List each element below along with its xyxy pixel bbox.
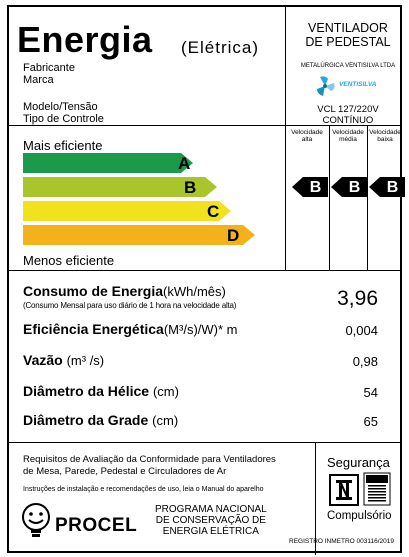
- security-footer: Compulsório: [327, 510, 392, 522]
- fan-logo-icon: [314, 75, 336, 102]
- speed-medium-line1: Velocidade: [332, 129, 364, 136]
- speed-low-class: [369, 177, 405, 197]
- blade-diameter-value: 54: [363, 385, 378, 400]
- requirements-line1: Requisitos de Avaliação da Conformidade para Ventiladores: [23, 454, 276, 465]
- field-brand: Marca: [23, 74, 54, 86]
- speed-header-low: [367, 129, 403, 143]
- program-line2: DE CONSERVAÇÃO DE: [155, 515, 266, 526]
- scale-footer: Menos eficiente: [23, 253, 115, 268]
- scale-letter-a: A: [178, 154, 191, 173]
- efficiency-unit: (M³/s)/W)* m: [163, 322, 238, 337]
- speed-high-line1: Velocidade: [291, 129, 323, 136]
- instructions-text: Instruções de instalação e recomendações de uso, leia o Manual do aparelho: [23, 486, 264, 493]
- speed-header-medium: [330, 129, 366, 143]
- manufacturer-name: METALÚRGICA VENTISILVA LTDA: [300, 63, 396, 69]
- brand-name: VENTISILVA: [339, 81, 377, 88]
- consumption-label-text: Consumo de Energia: [23, 283, 164, 299]
- flow-label: [23, 352, 104, 368]
- efficiency-value: 0,004: [345, 323, 378, 338]
- blade-label-text: Diâmetro da Hélice: [23, 383, 150, 399]
- speed-medium-class-letter: B: [342, 177, 367, 197]
- flow-value: 0,98: [352, 354, 378, 369]
- label-title: Energia: [17, 19, 153, 60]
- requirements-line2: de Mesa, Parede, Pedestal e Circuladores de Ar: [23, 466, 227, 477]
- scale-letter-d: D: [227, 226, 240, 245]
- speed-low-class-letter: B: [380, 177, 405, 197]
- grid-diameter-value: 65: [363, 414, 378, 429]
- program-line1: PROGRAMA NACIONAL: [155, 504, 267, 515]
- consumption-unit: (kWh/mês): [163, 284, 226, 299]
- consumption-note: (Consumo Mensal para uso diário de 1 hora na velocidade alta): [23, 301, 237, 310]
- model-voltage: VCL 127/220V: [317, 104, 379, 115]
- blade-unit: (cm): [152, 384, 179, 399]
- scale-letter-b: B: [184, 178, 197, 197]
- field-model: Modelo/Tensão: [23, 101, 98, 113]
- grid-label-text: Diâmetro da Grade: [23, 412, 149, 428]
- speed-high-class: [292, 177, 328, 197]
- blade-diameter-label: [23, 383, 179, 399]
- control-type: CONTÍNUO: [322, 115, 374, 126]
- consumption-value: 3,96: [337, 287, 378, 310]
- efficiency-label: [23, 321, 237, 337]
- speed-low-line2: baixa: [377, 136, 393, 143]
- scale-letter-c: C: [207, 202, 220, 221]
- procel-description: [155, 504, 267, 537]
- product-type-line1: VENTILADOR: [308, 21, 388, 35]
- model-value: [292, 104, 404, 126]
- product-type-line2: DE PEDESTAL: [305, 35, 391, 49]
- divider-scale: [9, 270, 400, 271]
- divider-speed-1: [329, 125, 330, 270]
- requirements-text: [23, 454, 313, 478]
- efficiency-label-text: Eficiência Energética: [23, 321, 164, 337]
- field-control: Tipo de Controle: [23, 113, 104, 125]
- procel-mascot-icon: [19, 502, 53, 545]
- product-type: [292, 21, 404, 49]
- field-manufacturer: Fabricante: [23, 62, 75, 74]
- divider-specs: [9, 442, 400, 443]
- inmetro-seal-icon: [329, 474, 359, 511]
- speed-high-class-letter: B: [303, 177, 328, 197]
- grid-diameter-label: [23, 412, 178, 428]
- flow-label-text: Vazão: [23, 352, 63, 368]
- divider-header-vertical: [285, 7, 286, 125]
- security-title: Segurança: [327, 455, 390, 470]
- grid-unit: (cm): [152, 413, 179, 428]
- speed-medium-line2: média: [339, 136, 357, 143]
- speed-header-high: [289, 129, 325, 143]
- scale-title: Mais eficiente: [23, 138, 103, 153]
- speed-high-line2: alta: [301, 136, 313, 143]
- speed-medium-class: [331, 177, 367, 197]
- speed-low-line1: Velocidade: [369, 129, 401, 136]
- consumption-label: [23, 283, 226, 299]
- divider-speed-2: [367, 125, 368, 270]
- label-subtitle: (Elétrica): [181, 38, 260, 57]
- energy-label: [7, 5, 402, 553]
- registration-number: REGISTRO INMETRO 003116/2019: [289, 538, 395, 545]
- certification-stamp-icon: [363, 472, 391, 511]
- divider-scale-vertical: [285, 125, 286, 270]
- flow-unit: (m³ /s): [66, 353, 105, 368]
- procel-name: PROCEL: [55, 515, 138, 536]
- program-line3: ENERGIA ELÉTRICA: [162, 526, 259, 537]
